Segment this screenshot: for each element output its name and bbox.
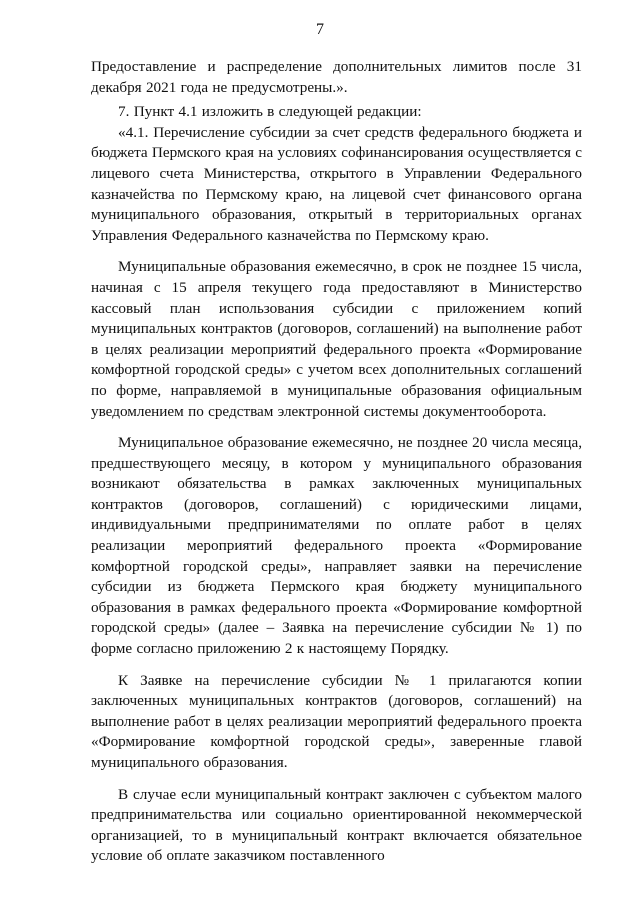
- paragraph-monthly-request: Муниципальное образование ежемесячно, не позднее 20 числа месяца, предшествующего месяцу, в котором у муниципального образования возникают обязательства в рамках заключенных муниципальных контрактов (договоров, соглашений) с юридическими лицами, индивидуальными предпринимателями по оплате работ в целях реализации мероприятий федерального проекта «Формирование комфортной городской среды», направляет заявки на перечисление субсидии из бюджета Пермского края бюджету муниципального образования в рамках федерального проекта «Формирование комфортной городской среды» (далее – Заявка на перечисление субсидии № 1) по форме согласно приложению 2 к настоящему Порядку.: [91, 434, 582, 658]
- paragraph-small-business: В случае если муниципальный контракт заключен с субъектом малого предпринимательства или социально ориентированной некоммерческой организацией, то в муниципальный контракт включается обязательное условие об оплате заказчиком поставленного: [91, 785, 582, 865]
- page-number: 7: [316, 21, 324, 38]
- paragraph-limits-continuation: Предоставление и распределение дополнительных лимитов после 31 декабря 2021 года не предусмотрены.».: [91, 58, 582, 96]
- paragraph-attachments: К Заявке на перечисление субсидии № 1 прилагаются копии заключенных муниципальных контрактов (договоров, соглашений) на выполнение работ в целях реализации мероприятий федерального проекта «Формирование комфортной городской среды», заверенные главой муниципального образования.: [91, 671, 582, 771]
- paragraph-4-1-transfer: «4.1. Перечисление субсидии за счет средств федерального бюджета и бюджета Пермского края на условиях софинансирования осуществляется с лицевого счета Министерства, открытого в Управлении Федерального казначейства по Пермскому краю, на лицевой счет финансового органа муниципального образования, открытый в территориальных органах Управления Федерального казначейства по Пермскому краю.: [91, 123, 582, 244]
- document-body: [91, 57, 582, 867]
- paragraph-item-7: 7. Пункт 4.1 изложить в следующей редакции:: [118, 103, 422, 121]
- paragraph-cash-plan: Муниципальные образования ежемесячно, в срок не позднее 15 числа, начиная с 15 апреля текущего года предоставляют в Министерство кассовый план использования субсидии с приложением копий муниципальных контрактов (договоров, соглашений) на выполнение работ в целях реализации мероприятий федерального проекта «Формирование комфортной городской среды» с учетом всех дополнительных соглашений по форме, направляемой в муниципальные образования официальным уведомлением по средствам электронной системы документооборота.: [91, 258, 582, 420]
